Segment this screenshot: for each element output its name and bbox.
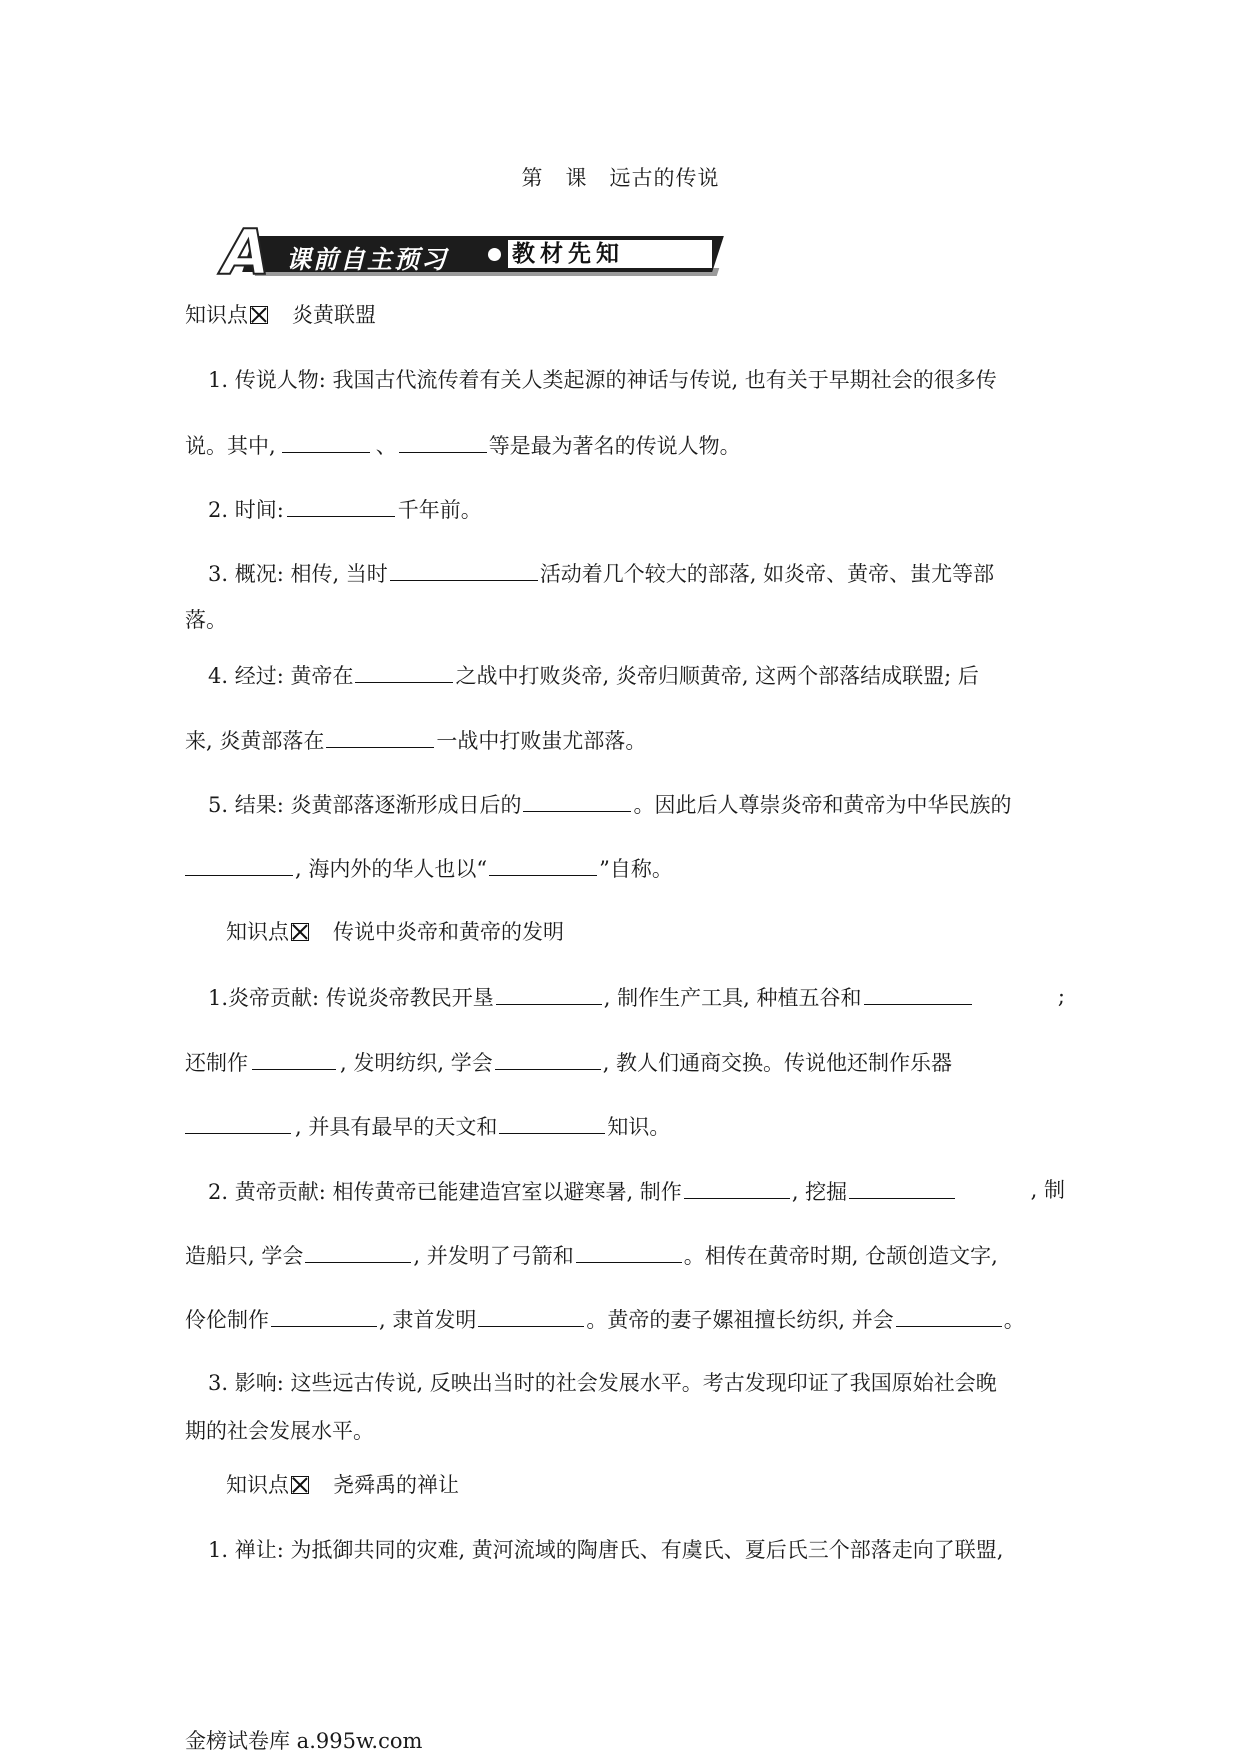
text: 伶伦制作 (185, 1308, 269, 1332)
text: 。相传在黄帝时期, 仓颉创造文字, (683, 1244, 998, 1268)
answer-blank[interactable] (390, 558, 538, 581)
checkbox-icon (250, 306, 268, 324)
text: 1. 传说人物: 我国古代流传着有关人类起源的神话与传说, 也有关于早期社会的很多传 (208, 368, 997, 392)
text: , 挖掘 (791, 1180, 848, 1204)
title-part-1: 第 (521, 166, 544, 190)
answer-blank[interactable] (271, 1304, 377, 1327)
answer-blank[interactable] (399, 430, 487, 453)
kp2-line-8 (185, 1417, 1065, 1445)
text: 活动着几个较大的部落, 如炎帝、黄帝、蚩尤等部 (539, 562, 995, 586)
kp1-line-6 (208, 660, 1088, 690)
kp1-line-9 (185, 853, 1065, 883)
text: , 发明纺织, 学会 (340, 1051, 493, 1075)
answer-blank[interactable] (287, 494, 395, 517)
footer: 金榜试卷库 a.995w.com (185, 1729, 423, 1753)
kp2-line-6 (185, 1304, 1065, 1334)
kp1-line-5 (185, 606, 1065, 634)
checkbox-icon (291, 1476, 309, 1494)
text: 。因此后人尊崇炎帝和黄帝为中华民族的 (633, 793, 1012, 817)
answer-blank[interactable] (282, 430, 370, 453)
answer-blank[interactable] (489, 853, 597, 876)
kp3-heading (226, 1471, 1106, 1499)
answer-blank[interactable] (185, 853, 293, 876)
text: 5. 结果: 炎黄部落逐渐形成日后的 (208, 793, 522, 817)
title-part-2: 课 (565, 166, 588, 190)
banner-sublabel: 教材先知 (508, 240, 712, 268)
text: 3. 概况: 相传, 当时 (208, 562, 388, 586)
kp1-line-4 (208, 558, 1088, 588)
text: 1. 禅让: 为抵御共同的灾难, 黄河流域的陶唐氏、有虞氏、夏后氏三个部落走向了联盟, (208, 1538, 1004, 1562)
text: , 并具有最早的天文和 (295, 1115, 498, 1139)
text: ; (1057, 984, 1065, 1008)
kp-prefix: 知识点 (226, 1473, 289, 1497)
answer-blank[interactable] (576, 1240, 682, 1263)
text: 。 (1003, 1308, 1025, 1332)
page-title (0, 162, 1241, 192)
text: , 隶首发明 (379, 1308, 477, 1332)
kp1-line-3 (208, 494, 1088, 524)
answer-blank[interactable] (499, 1111, 605, 1134)
text: 之战中打败炎帝, 炎帝归顺黄帝, 这两个部落结成联盟; 后 (455, 664, 979, 688)
answer-blank[interactable] (864, 982, 972, 1005)
text: , 教人们通商交换。传说他还制作乐器 (602, 1051, 953, 1075)
section-banner (222, 216, 718, 289)
kp-name: 传说中炎帝和黄帝的发明 (333, 920, 564, 944)
text: 4. 经过: 黄帝在 (208, 664, 354, 688)
text: , 制作生产工具, 种植五谷和 (603, 986, 862, 1010)
title-part-3: 远古的传说 (609, 166, 720, 190)
answer-blank[interactable] (185, 1111, 291, 1134)
text: 来, 炎黄部落在 (185, 729, 325, 753)
kp1-line-1 (208, 366, 1065, 394)
text: , 并发明了弓箭和 (413, 1244, 574, 1268)
banner-dot-icon (488, 248, 501, 261)
text: 1.炎帝贡献: 传说炎帝教民开垦 (208, 986, 494, 1010)
kp2-line-1 (208, 982, 1065, 1012)
text: 期的社会发展水平。 (185, 1419, 374, 1443)
kp2-line-4 (208, 1176, 1065, 1206)
answer-blank[interactable] (495, 1047, 601, 1070)
answer-blank[interactable] (684, 1176, 790, 1199)
text: 说。其中, (185, 434, 276, 458)
banner-letter: A (222, 216, 270, 289)
text: 2. 时间: (208, 498, 284, 522)
answer-blank[interactable] (496, 982, 602, 1005)
kp-prefix: 知识点 (226, 920, 289, 944)
kp2-heading (226, 918, 1106, 946)
answer-blank[interactable] (252, 1047, 336, 1070)
checkbox-icon (291, 923, 309, 941)
text: 千年前。 (397, 498, 482, 522)
kp2-line-7 (208, 1369, 1088, 1397)
answer-blank[interactable] (896, 1304, 1002, 1327)
kp-name: 尧舜禹的禅让 (333, 1473, 459, 1497)
text: 。黄帝的妻子嫘祖擅长纺织, 并会 (586, 1308, 894, 1332)
kp1-line-8 (208, 789, 1088, 819)
text: 造船只, 学会 (185, 1244, 304, 1268)
kp2-line-5 (185, 1240, 1065, 1270)
text: ”自称。 (599, 857, 673, 881)
kp2-line-2 (185, 1047, 1065, 1077)
answer-blank[interactable] (355, 660, 453, 683)
banner-label: 课前自主预习 (286, 245, 449, 274)
text: 3. 影响: 这些远古传说, 反映出当时的社会发展水平。考古发现印证了我国原始社会晚 (208, 1371, 997, 1395)
kp1-line-2 (185, 430, 1065, 460)
text: 一战中打败蚩尤部落。 (436, 729, 647, 753)
answer-blank[interactable] (523, 789, 631, 812)
kp3-line-1 (208, 1536, 1088, 1564)
text: , 制 (1030, 1178, 1065, 1202)
kp2-line-3 (185, 1111, 1065, 1141)
answer-blank[interactable] (849, 1176, 955, 1199)
text: 等是最为著名的传说人物。 (488, 434, 741, 458)
answer-blank[interactable] (326, 725, 434, 748)
kp-name: 炎黄联盟 (292, 303, 376, 327)
text: , 海内外的华人也以“ (295, 857, 488, 881)
kp1-heading (185, 301, 1065, 329)
text: 2. 黄帝贡献: 相传黄帝已能建造宫室以避寒暑, 制作 (208, 1180, 682, 1204)
text: 、 (375, 434, 397, 458)
kp1-line-7 (185, 725, 1065, 755)
kp-prefix: 知识点 (185, 303, 248, 327)
answer-blank[interactable] (478, 1304, 584, 1327)
answer-blank[interactable] (305, 1240, 411, 1263)
text: 知识。 (607, 1115, 671, 1139)
text: 落。 (185, 608, 227, 632)
text: 还制作 (185, 1051, 248, 1075)
